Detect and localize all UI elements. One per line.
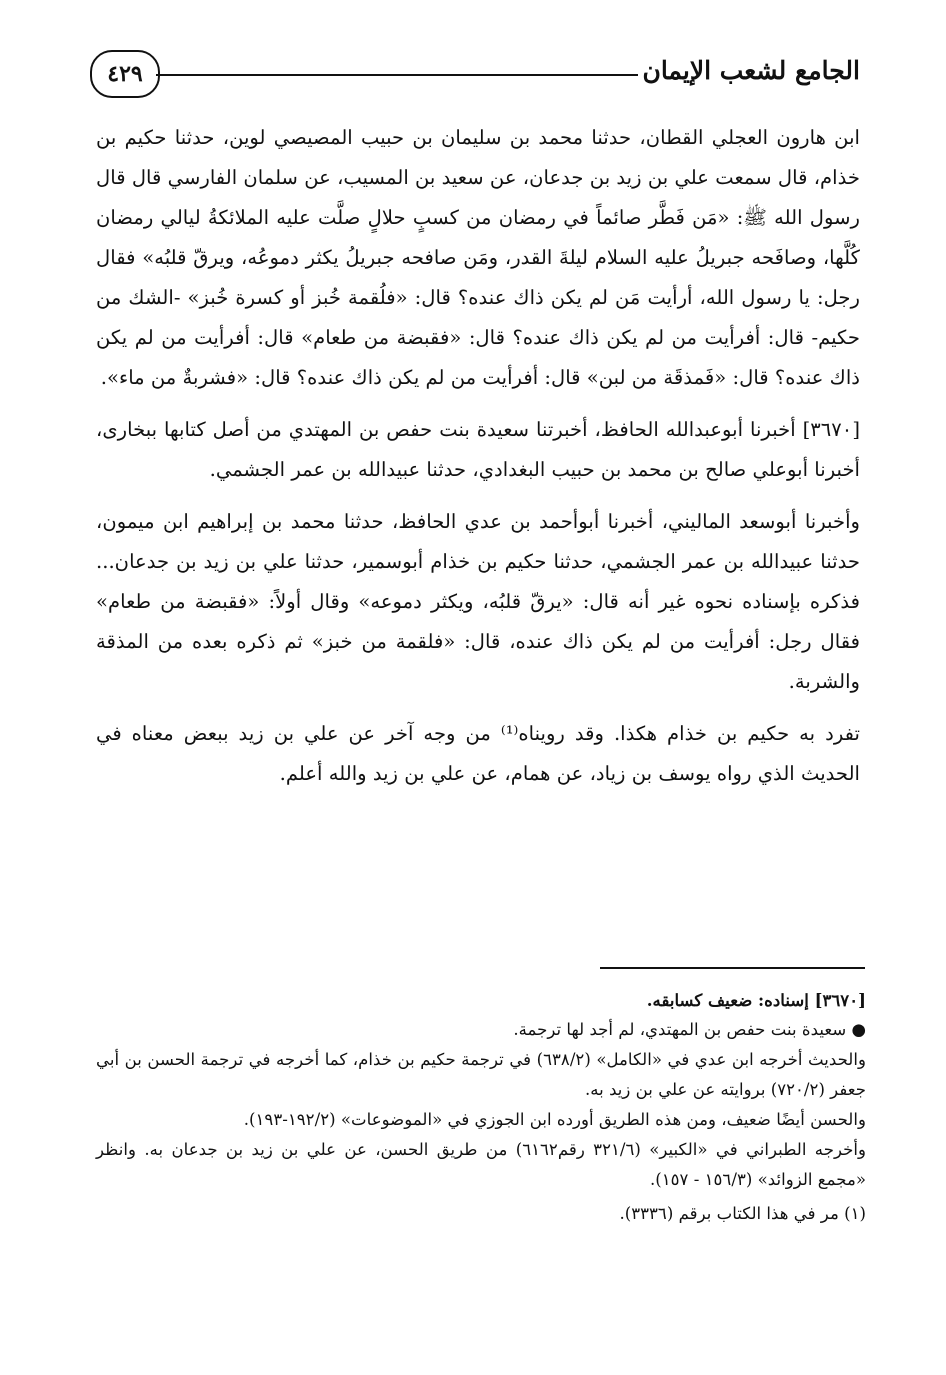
running-title: الجامع لشعب الإيمان <box>642 56 860 85</box>
footnote-heading: [٣٦٧٠] إسناده: ضعيف كسابقه. <box>646 990 866 1010</box>
footnotes <box>96 985 866 1229</box>
footnote-1: (١) مر في هذا الكتاب برقم (٣٣٣٦). <box>619 1204 866 1223</box>
footnote-line: ● سعيدة بنت حفص بن المهتدي، لم أجد لها ترجمة. <box>513 1020 866 1039</box>
footnote-line: وأخرجه الطبراني في «الكبير» (٣٢١/٦ رقم٦١٦٢) من طريق الحسن، عن علي بن زيد بن جدعان به. وانظر «مجمع الزوائد» (١٥٦/٣ - ١٥٧). <box>96 1140 866 1189</box>
main-text <box>96 118 860 806</box>
paragraph-hadith: ابن هارون العجلي القطان، حدثنا محمد بن سليمان بن حبيب المصيصي لوين، حدثنا حكيم بن خذام، قال سمعت علي بن زيد بن جدعان، عن سعيد بن المسيب، عن سلمان الفارسي قال قال رسول الله ﷺ: «مَن فَطَّر صائماً في رمضان من كسبٍ حلالٍ صلَّت عليه الملائكةُ ليالي رمضان كُلَّها، وصافَحه جبريلُ عليه السلام ليلةَ القدر، ومَن صافحه جبريلُ يكثر دموعُه، ويرقّ قلبُه» فقال رجل: يا رسول الله، أرأيت مَن لم يكن ذاك عنده؟ قال: «فلُقمة خُبز أو كسرة خُبز» -الشك من حكيم- قال: أفرأيت من لم يكن ذاك عنده؟ قال: «فقبضة من طعام» قال: أفرأيت من لم يكن ذاك عنده؟ قال: «فَمذقَة من لبن» قال: أفرأيت من لم يكن ذاك عنده؟ قال: «فشربةٌ من ماء». <box>96 126 860 389</box>
footnote-line: والحسن أيضًا ضعيف، ومن هذه الطريق أورده ابن الجوزي في «الموضوعات» (١٩٢/٢-١٩٣). <box>243 1110 866 1129</box>
paragraph-conclusion: تفرد به حكيم بن خذام هكذا. وقد رويناه⁽¹⁾ من وجه آخر عن علي بن زيد ببعض معناه في الحديث الذي رواه يوسف بن زياد، عن همام، عن علي بن زيد والله أعلم. <box>96 722 860 785</box>
paragraph-chain: وأخبرنا أبوسعد الماليني، أخبرنا أبوأحمد بن عدي الحافظ، حدثنا محمد بن إبراهيم ابن ميمون، حدثنا عبيدالله بن عمر الجشمي، حدثنا حكيم بن خذام أبوسمير، حدثنا علي بن زيد بن جدعان... فذكره بإسناده نحوه غير أنه قال: «يرقّ قلبُه، ويكثر دموعه» وقال أولاً: «فقبضة من طعام» فقال رجل: أفرأيت من لم يكن ذاك عنده، قال: «فلقمة من خبز» ثم ذكره بعده من المذقة والشربة. <box>96 510 860 693</box>
footnote-rule <box>600 967 865 969</box>
page-number: ٤٢٩ <box>90 50 160 98</box>
footnote-line: والحديث أخرجه ابن عدي في «الكامل» (٦٣٨/٢) في ترجمة حكيم بن خذام، كما أخرجه في ترجمة الحسن بن أبي جعفر (٧٢٠/٢) بروايته عن علي بن زيد به. <box>96 1050 866 1099</box>
running-header <box>90 50 860 102</box>
header-rule <box>156 74 638 76</box>
paragraph-3670: [٣٦٧٠] أخبرنا أبوعبدالله الحافظ، أخبرتنا سعيدة بنت حفص بن المهتدي من أصل كتابها ببخارى، أخبرنا أبوعلي صالح بن محمد بن حبيب البغدادي، حدثنا عبيدالله بن عمر الجشمي. <box>96 418 860 481</box>
